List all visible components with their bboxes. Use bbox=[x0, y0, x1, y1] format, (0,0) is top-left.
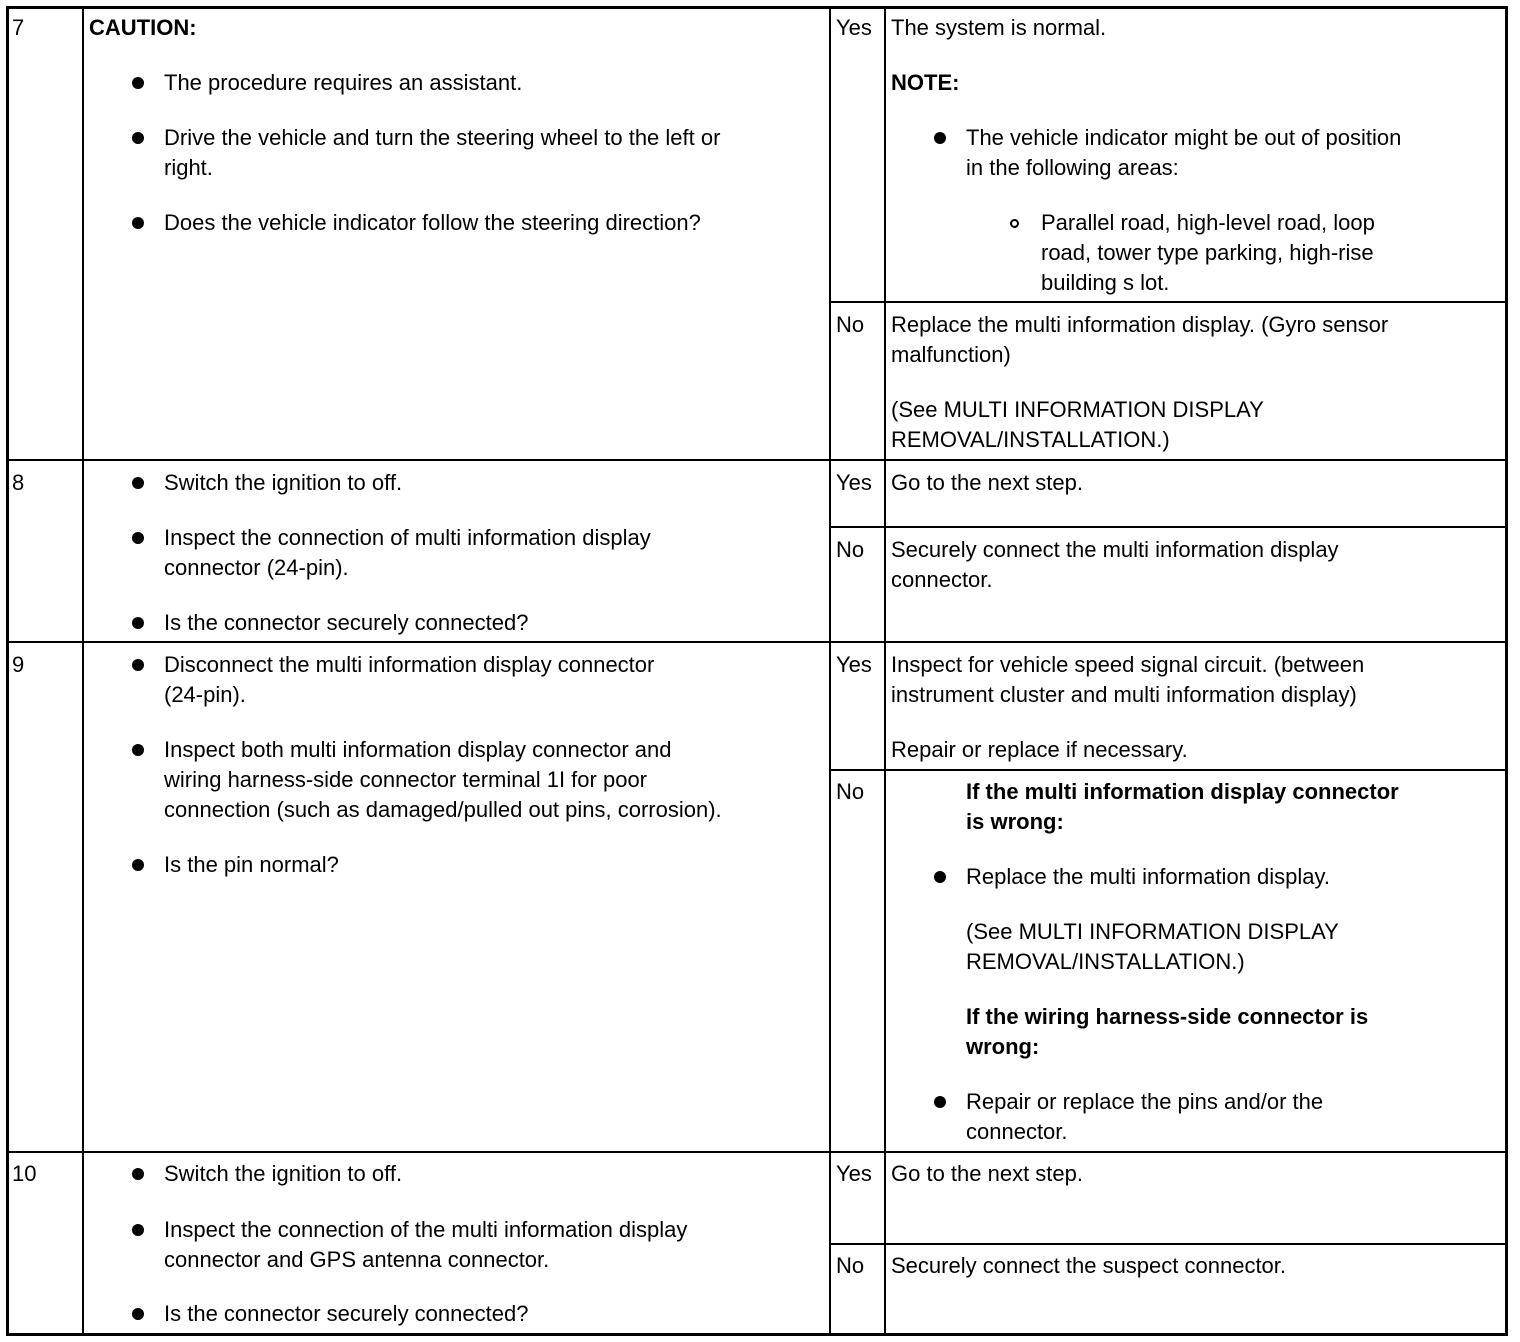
action-item: Is the pin normal? bbox=[164, 852, 339, 877]
step-number: 7 bbox=[12, 15, 25, 40]
step-number: 8 bbox=[12, 470, 25, 495]
bullet-icon bbox=[132, 132, 144, 144]
reference-link[interactable]: (See MULTI INFORMATION DISPLAY bbox=[966, 919, 1339, 944]
yes-no-divider bbox=[829, 769, 1508, 771]
yes-result: Go to the next step. bbox=[891, 1161, 1084, 1186]
note-subitem: Parallel road, high-level road, loop bbox=[1041, 210, 1375, 235]
condition-heading: If the multi information display connector bbox=[966, 779, 1399, 804]
action-item: connection (such as damaged/pulled out pins, corrosion). bbox=[164, 797, 722, 822]
col-divider-step bbox=[82, 8, 84, 1334]
bullet-icon bbox=[132, 617, 144, 629]
reference-link[interactable]: REMOVAL/INSTALLATION.) bbox=[966, 949, 1245, 974]
action-item: right. bbox=[164, 155, 213, 180]
yes-label: Yes bbox=[836, 1161, 872, 1186]
yes-label: Yes bbox=[836, 15, 872, 40]
no-result: Replace the multi information display. (Gyro sensor bbox=[891, 312, 1389, 337]
yes-no-divider bbox=[829, 301, 1508, 303]
reference-link[interactable]: REMOVAL/INSTALLATION.) bbox=[891, 427, 1170, 452]
yes-label: Yes bbox=[836, 652, 872, 677]
condition-heading: wrong: bbox=[966, 1034, 1040, 1059]
bullet-icon bbox=[132, 1308, 144, 1320]
col-divider-result bbox=[884, 8, 886, 1334]
no-result: connector. bbox=[966, 1119, 1068, 1144]
yes-result: instrument cluster and multi information display) bbox=[891, 682, 1357, 707]
action-item: Disconnect the multi information display connector bbox=[164, 652, 655, 677]
bullet-icon bbox=[132, 532, 144, 544]
caution-label: CAUTION: bbox=[89, 15, 197, 40]
sub-bullet-icon bbox=[1010, 219, 1019, 228]
action-item: Switch the ignition to off. bbox=[164, 1161, 403, 1186]
yes-no-divider bbox=[829, 526, 1508, 528]
no-result: malfunction) bbox=[891, 342, 1011, 367]
note-label: NOTE: bbox=[891, 70, 960, 95]
reference-link[interactable]: (See MULTI INFORMATION DISPLAY bbox=[891, 397, 1264, 422]
action-item: Switch the ignition to off. bbox=[164, 470, 403, 495]
bullet-icon bbox=[132, 77, 144, 89]
bullet-icon bbox=[132, 659, 144, 671]
bullet-icon bbox=[132, 217, 144, 229]
action-item: Drive the vehicle and turn the steering wheel to the left or bbox=[164, 125, 721, 150]
condition-heading: If the wiring harness-side connector is bbox=[966, 1004, 1369, 1029]
bullet-icon bbox=[934, 1096, 946, 1108]
no-label: No bbox=[836, 537, 865, 562]
action-item: Inspect both multi information display connector and bbox=[164, 737, 672, 762]
action-item: Inspect the connection of multi information display bbox=[164, 525, 651, 550]
no-label: No bbox=[836, 1253, 865, 1278]
yes-result: Go to the next step. bbox=[891, 470, 1084, 495]
bullet-icon bbox=[934, 132, 946, 144]
action-item: Is the connector securely connected? bbox=[164, 1301, 529, 1326]
bullet-icon bbox=[132, 859, 144, 871]
step-number: 9 bbox=[12, 652, 25, 677]
action-item: wiring harness-side connector terminal 1I for poor bbox=[164, 767, 648, 792]
no-result: Repair or replace the pins and/or the bbox=[966, 1089, 1324, 1114]
action-item: Does the vehicle indicator follow the steering direction? bbox=[164, 210, 701, 235]
no-result: Securely connect the multi information display bbox=[891, 537, 1339, 562]
col-divider-action bbox=[829, 8, 831, 1334]
row-divider bbox=[6, 641, 1508, 643]
yes-result: Repair or replace if necessary. bbox=[891, 737, 1188, 762]
note-item: The vehicle indicator might be out of position bbox=[966, 125, 1402, 150]
no-result: connector. bbox=[891, 567, 993, 592]
note-subitem: building s lot. bbox=[1041, 270, 1170, 295]
action-item: Inspect the connection of the multi information display bbox=[164, 1217, 688, 1242]
row-divider bbox=[6, 459, 1508, 461]
note-subitem: road, tower type parking, high-rise bbox=[1041, 240, 1374, 265]
bullet-icon bbox=[132, 744, 144, 756]
bullet-icon bbox=[132, 1224, 144, 1236]
bullet-icon bbox=[132, 1168, 144, 1180]
step-number: 10 bbox=[12, 1161, 37, 1186]
bullet-icon bbox=[132, 477, 144, 489]
no-label: No bbox=[836, 312, 865, 337]
action-item: The procedure requires an assistant. bbox=[164, 70, 523, 95]
action-item: connector (24-pin). bbox=[164, 555, 349, 580]
no-result: Replace the multi information display. bbox=[966, 864, 1330, 889]
no-result: Securely connect the suspect connector. bbox=[891, 1253, 1287, 1278]
action-item: (24-pin). bbox=[164, 682, 246, 707]
yes-label: Yes bbox=[836, 470, 872, 495]
action-item: Is the connector securely connected? bbox=[164, 610, 529, 635]
yes-result: The system is normal. bbox=[891, 15, 1107, 40]
yes-no-divider bbox=[829, 1243, 1508, 1245]
no-label: No bbox=[836, 779, 865, 804]
note-item: in the following areas: bbox=[966, 155, 1179, 180]
action-item: connector and GPS antenna connector. bbox=[164, 1247, 550, 1272]
condition-heading: is wrong: bbox=[966, 809, 1064, 834]
yes-result: Inspect for vehicle speed signal circuit. (between bbox=[891, 652, 1365, 677]
row-divider bbox=[6, 1151, 1508, 1153]
bullet-icon bbox=[934, 871, 946, 883]
